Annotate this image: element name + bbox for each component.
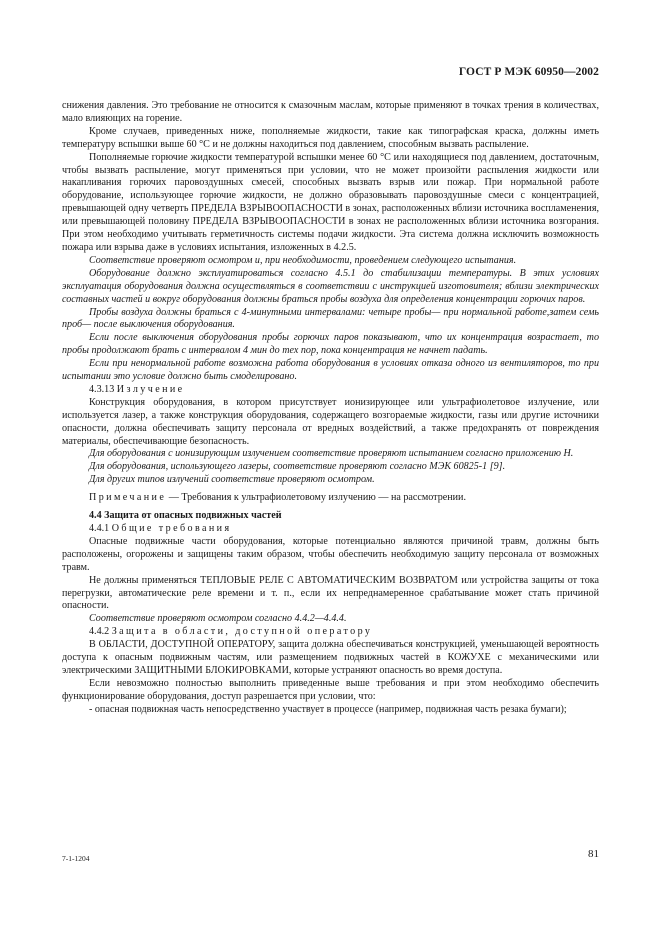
section-title: Общие требования (111, 523, 232, 534)
subsection-heading (62, 626, 599, 639)
paragraph: Пополняемые горючие жидкости температурой вспышки менее 60 °С или находящиеся под давлением, достаточным, чтобы вызвать распыление, могут применяться при условии, что не может произойти распыления жидкости или накапливания горючих паровоздушных смесей, способных вызвать взрыв или пожар. При нормальной работе оборудование, использующее горючие жидкости, не должно образовывать паровоздушные смеси с концентрацией, превышающей одну четверть ПРЕДЕЛА ВЗРЫВООПАСНОСТИ в зонах, расположенных вблизи источника воспламенения, или превышающей половину ПРЕДЕЛА ВЗРЫВООПАСНОСТИ в зонах не расположенных вблизи источника возгорания. При этом необходимо учитывать герметичность системы подачи жидкости. Эта система должна исключить возможность пожара или взрыва даже в условиях испытания, изложенных в 4.2.5. (62, 151, 599, 253)
section-heading: 4.4 Защита от опасных подвижных частей (89, 510, 282, 522)
test-procedure: Если при ненормальной работе возможна работа оборудования в условиях отказа одного из вентиляторов, то при испытании это условие должно быть смоделировано. (62, 358, 599, 383)
subsection-heading (62, 384, 599, 397)
section-number: 4.3.13 (89, 383, 115, 395)
paragraph: Конструкция оборудования, в котором присутствует ионизирующее или ультрафиолетовое излучение, или используется лазер, а также конструкция оборудования, содержащего возгораемые жидкости, газы или другие источники опасности, должна обеспечивать защиту персонала от вредных воздействий, а также предохранять от повреждения материалы, обеспечивающие безопасность. (62, 396, 599, 447)
test-procedure: Пробы воздуха должны браться с 4-минутными интервалами: четыре пробы— при нормальной работе,затем семь проб— после выключения оборудования. (62, 306, 599, 331)
test-procedure: Оборудование должно эксплуатироваться согласно 4.5.1 до стабилизации температуры. В этих условиях эксплуатация оборудования должна осуществляться в соответствии с инструкцией изготовителя; вблизи электрических составных частей и вокруг оборудования должны браться пробы воздуха для определения концентрации горючих паров. (62, 267, 599, 305)
paragraph: Опасные подвижные части оборудования, которые потенциально являются причиной травм, должны быть расположены, огорожены и защищены таким образом, чтобы обеспечить необходимую защиту персонала от возможных травм. (62, 535, 599, 573)
paragraph: В ОБЛАСТИ, ДОСТУПНОЙ ОПЕРАТОРУ, защита должна обеспечиваться конструкцией, уменьшающей вероятность доступа к опасным подвижным частям, или размещением подвижных частей в КОЖУХЕ с механическими или электрическими ЗАЩИТНЫМИ БЛОКИРОВКАМИ, которые устраняют опасность во время доступа. (62, 639, 599, 676)
compliance-text: Для оборудования, использующего лазеры, соответствие проверяют согласно МЭК 60825-1 [9]. (89, 461, 506, 473)
paragraph: снижения давления. Это требование не относится к смазочным маслам, которые применяют в точках трения в количествах, мало влияющих на горение. (62, 100, 599, 124)
section-title: Излучение (116, 383, 185, 395)
note (62, 492, 599, 505)
note-text: — Требования к ультрафиолетовому излучению — на рассмотрении. (166, 492, 466, 504)
section-title: Защита в области, доступной оператору (111, 626, 373, 638)
paragraph: Кроме случаев, приведенных ниже, пополняемые жидкости, такие как типографская краска, должны иметь температуру вспышки выше 60 °С и не должны находиться под давлением, способным вызвать распыление. (62, 125, 599, 150)
note-label: Примечание (89, 492, 167, 504)
compliance-text: Соответствие проверяют осмотром согласно 4.4.2—4.4.4. (89, 613, 347, 625)
section-number: 4.4.1 (89, 523, 110, 534)
test-procedure: Если после выключения оборудования пробы горючих паров показывают, что их концентрация возрастает, то пробы продолжают брать с интервалом 4 мин до тех пор, пока концентрация не начнет падать. (62, 332, 599, 357)
subsection-heading (62, 523, 599, 536)
paragraph: Не должны применяться ТЕПЛОВЫЕ РЕЛЕ С АВТОМАТИЧЕСКИМ ВОЗВРАТОМ или устройства защиты от тока перегрузки, автоматические реле времени и т. п., если их непреднамеренное срабатывание может стать причиной опасности. (62, 574, 599, 612)
section-number: 4.4.2 (89, 626, 110, 638)
paragraph: - опасная подвижная часть непосредственно участвует в процессе (например, подвижная часть резака бумаги); (89, 703, 567, 715)
document-body (62, 100, 599, 717)
page-number: 81 (588, 848, 599, 860)
page-header: ГОСТ Р МЭК 60950—2002 (458, 66, 599, 78)
print-code: 7-1-1204 (62, 854, 90, 863)
compliance-text: Соответствие проверяют осмотром и, при необходимости, проведением следующего испытания. (89, 254, 517, 266)
paragraph: Если невозможно полностью выполнить приведенные выше требования и при этом необходимо обеспечить функционирование оборудования, доступ разрешается при условии, что: (62, 677, 599, 702)
compliance-text: Для других типов излучений соответствие проверяют осмотром. (89, 474, 375, 486)
compliance-text: Для оборудования с ионизирующим излучением соответствие проверяют испытанием согласно приложению Н. (89, 448, 574, 460)
